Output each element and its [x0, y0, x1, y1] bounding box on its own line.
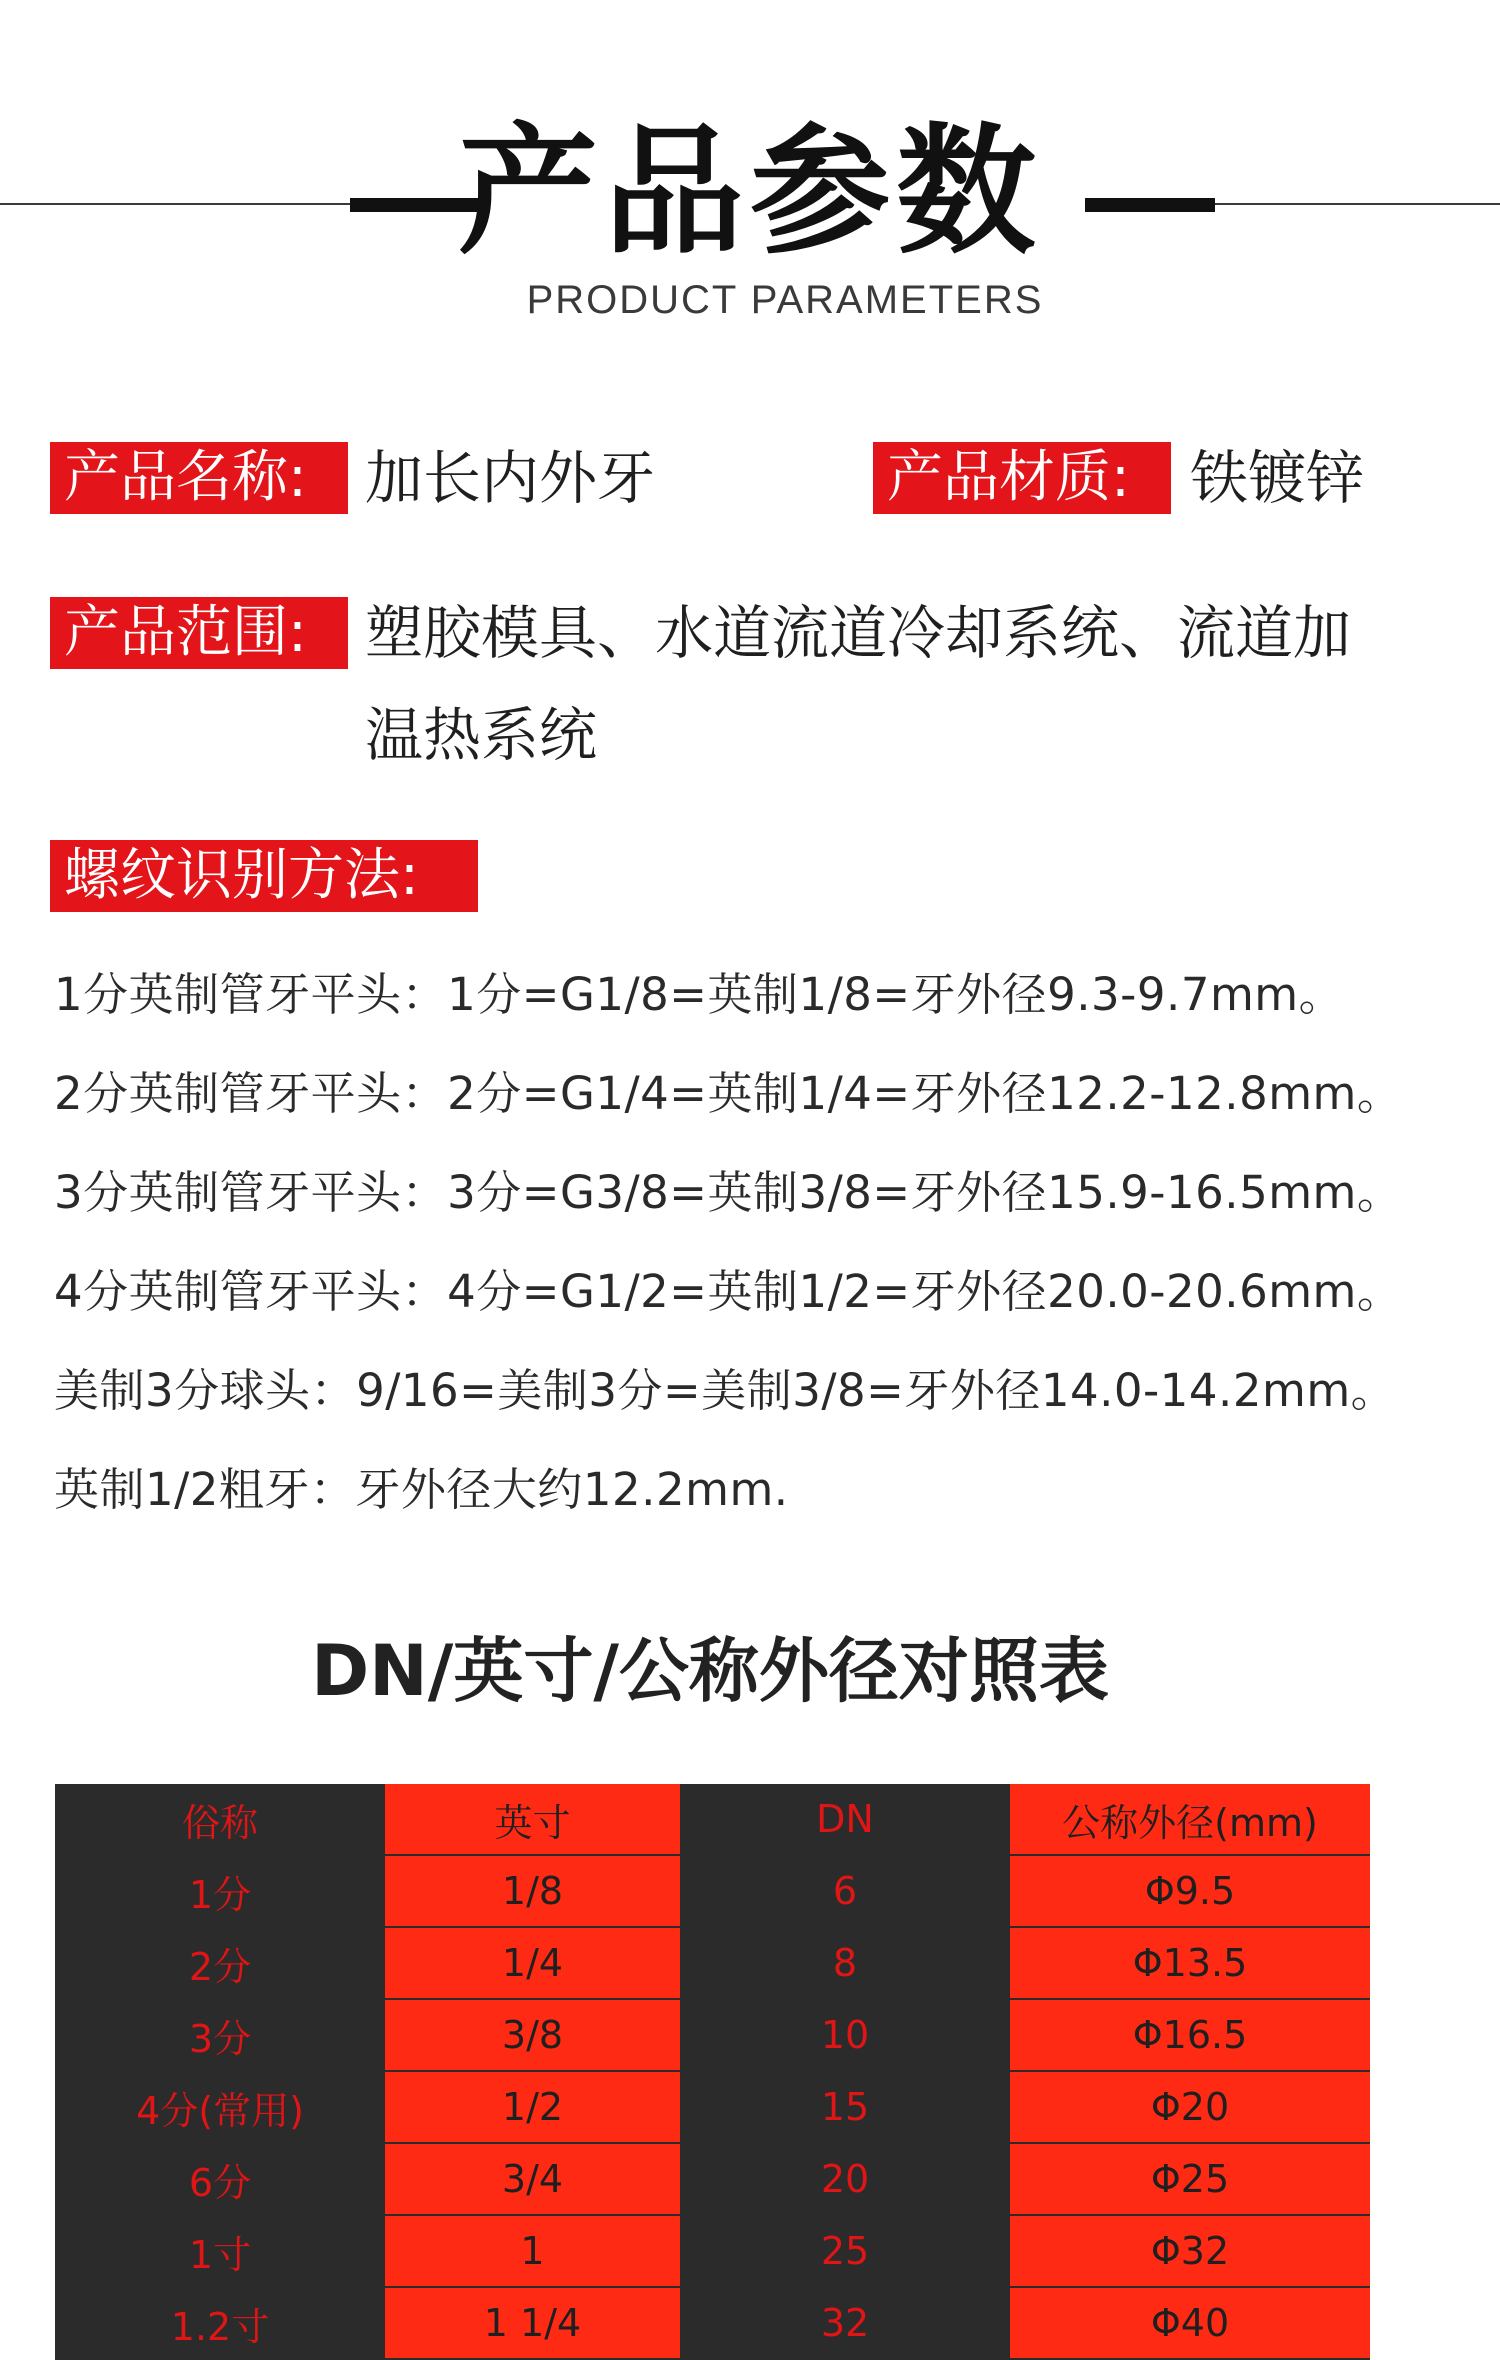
- table-cell: 3分: [55, 2000, 385, 2070]
- table-cell: 6分: [55, 2144, 385, 2214]
- page-subtitle: PRODUCT PARAMETERS: [526, 278, 1044, 322]
- table-cell: 25: [680, 2216, 1010, 2286]
- table-cell: 32: [680, 2288, 1010, 2358]
- table-cell: 1/2: [385, 2072, 680, 2142]
- table-cell: 1/4: [385, 1928, 680, 1998]
- table-cell: 6: [680, 1856, 1010, 1926]
- thread-line: 美制3分球头：9/16=美制3分=美制3/8=牙外径14.0-14.2mm。: [54, 1364, 1397, 1417]
- thread-line: 英制1/2粗牙：牙外径大约12.2mm.: [54, 1463, 789, 1516]
- table-cell: 3/8: [385, 2000, 680, 2070]
- product-scope-line1: 塑胶模具、水道流道冷却系统、流道加: [365, 599, 1352, 667]
- table-cell: 8: [680, 1928, 1010, 1998]
- thread-list: [54, 945, 1402, 1539]
- table-header-cell: 俗称: [55, 1784, 385, 1854]
- product-material-label: 产品材质:: [873, 442, 1171, 514]
- table-cell: Φ16.5: [1010, 2000, 1370, 2070]
- table-cell: Φ13.5: [1010, 1928, 1370, 1998]
- table-header-cell: 英寸: [385, 1784, 680, 1854]
- table-cell: 10: [680, 2000, 1010, 2070]
- table-row: [55, 2144, 1370, 2216]
- table-cell: 20: [680, 2144, 1010, 2214]
- product-scope-label: 产品范围:: [50, 597, 348, 669]
- table-row: [55, 2072, 1370, 2144]
- table-cell: 1: [385, 2216, 680, 2286]
- product-name-label: 产品名称:: [50, 442, 348, 514]
- table-cell: 15: [680, 2072, 1010, 2142]
- thread-line: 3分英制管牙平头：3分=G3/8=英制3/8=牙外径15.9-16.5mm。: [54, 1166, 1403, 1219]
- table-cell: Φ25: [1010, 2144, 1370, 2214]
- table-cell: 1分: [55, 1856, 385, 1926]
- table-cell: 1.2寸: [55, 2288, 385, 2358]
- table-row: [55, 2288, 1370, 2360]
- table-header-cell: 公称外径(mm): [1010, 1784, 1370, 1854]
- table-cell: 2分: [55, 1928, 385, 1998]
- thread-line: 4分英制管牙平头：4分=G1/2=英制1/2=牙外径20.0-20.6mm。: [54, 1265, 1403, 1318]
- table-row: [55, 2216, 1370, 2288]
- table-cell: 3/4: [385, 2144, 680, 2214]
- table-cell: 1/8: [385, 1856, 680, 1926]
- table-header-cell: DN: [680, 1784, 1010, 1854]
- table-cell: Φ20: [1010, 2072, 1370, 2142]
- table-cell: 1寸: [55, 2216, 385, 2286]
- table-cell: Φ32: [1010, 2216, 1370, 2286]
- thread-method-label: 螺纹识别方法:: [50, 840, 478, 912]
- table-cell: Φ9.5: [1010, 1856, 1370, 1926]
- table-cell: Φ40: [1010, 2288, 1370, 2358]
- comparison-table: [55, 1784, 1370, 2360]
- table-row: [55, 2000, 1370, 2072]
- thread-line: 1分英制管牙平头：1分=G1/8=英制1/8=牙外径9.3-9.7mm。: [54, 968, 1345, 1021]
- product-material-value: 铁镀锌: [1190, 444, 1365, 512]
- table-cell: 4分(常用): [55, 2072, 385, 2142]
- product-scope-line2: 温热系统: [365, 701, 598, 769]
- table-header-row: [55, 1784, 1370, 1856]
- table-cell: 1 1/4: [385, 2288, 680, 2358]
- table-row: [55, 1928, 1370, 2000]
- table-title: DN/英寸/公称外径对照表: [311, 1630, 1109, 1712]
- page-title: 产品参数: [457, 111, 1042, 274]
- thread-line: 2分英制管牙平头：2分=G1/4=英制1/4=牙外径12.2-12.8mm。: [54, 1067, 1403, 1120]
- product-name-value: 加长内外牙: [365, 444, 656, 512]
- table-row: [55, 1856, 1370, 1928]
